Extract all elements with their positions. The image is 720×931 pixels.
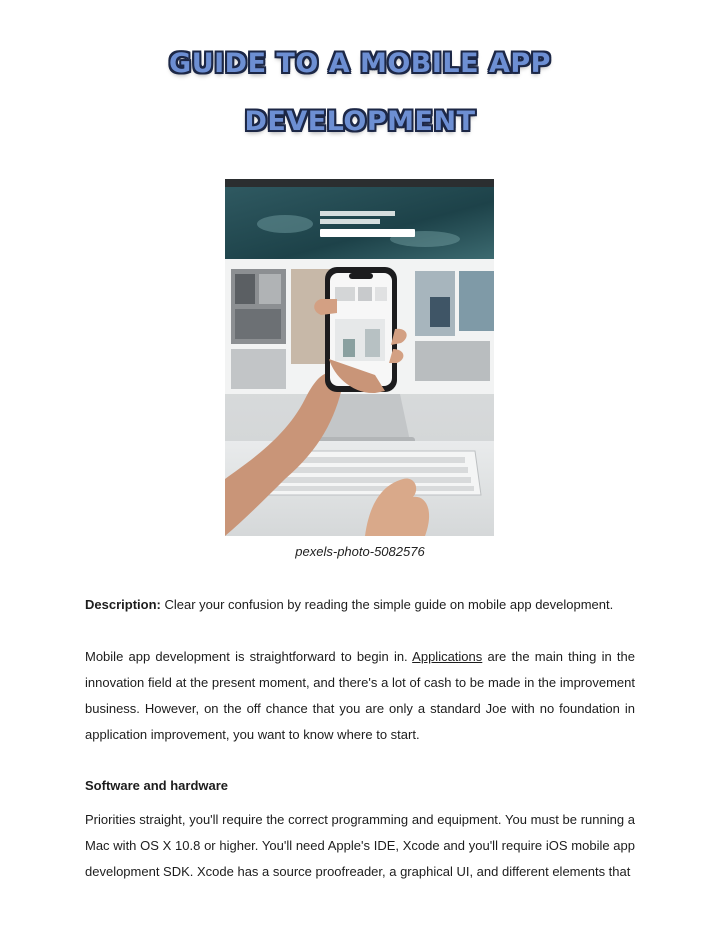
intro-paragraph [85,644,635,748]
hero-photo [225,179,494,536]
document-title-line-1: GUIDE TO A MOBILE APP [169,48,551,79]
description-paragraph [85,592,635,618]
description-text: Clear your confusion by reading the simple guide on mobile app development. [164,597,614,612]
applications-link[interactable]: Applications [412,649,483,664]
description-label: Description: [85,597,161,612]
image-caption: pexels-photo-5082576 [295,544,425,559]
section-paragraph: Priorities straight, you'll require the correct programming and equipment. You must be running a Mac with OS X 10.8 or higher. You'll need Apple's IDE, Xcode and you'll require iOS mobile app development SDK. Xcode has a source proofreader, a graphical UI, and different elements that [85,812,635,879]
section-heading: Software and hardware [85,778,229,793]
intro-text-before-link: Mobile app development is straightforward to begin in. [85,649,413,664]
intro-text-after-link: are the main thing in the innovation field at the present moment, and there's a lot of cash to be made in the improvement business. However, on the off chance that you are only a standard Joe with no foundation in application improvement, you want to know where to start. [85,649,635,742]
document-title-line-2: DEVELOPMENT [244,106,476,137]
